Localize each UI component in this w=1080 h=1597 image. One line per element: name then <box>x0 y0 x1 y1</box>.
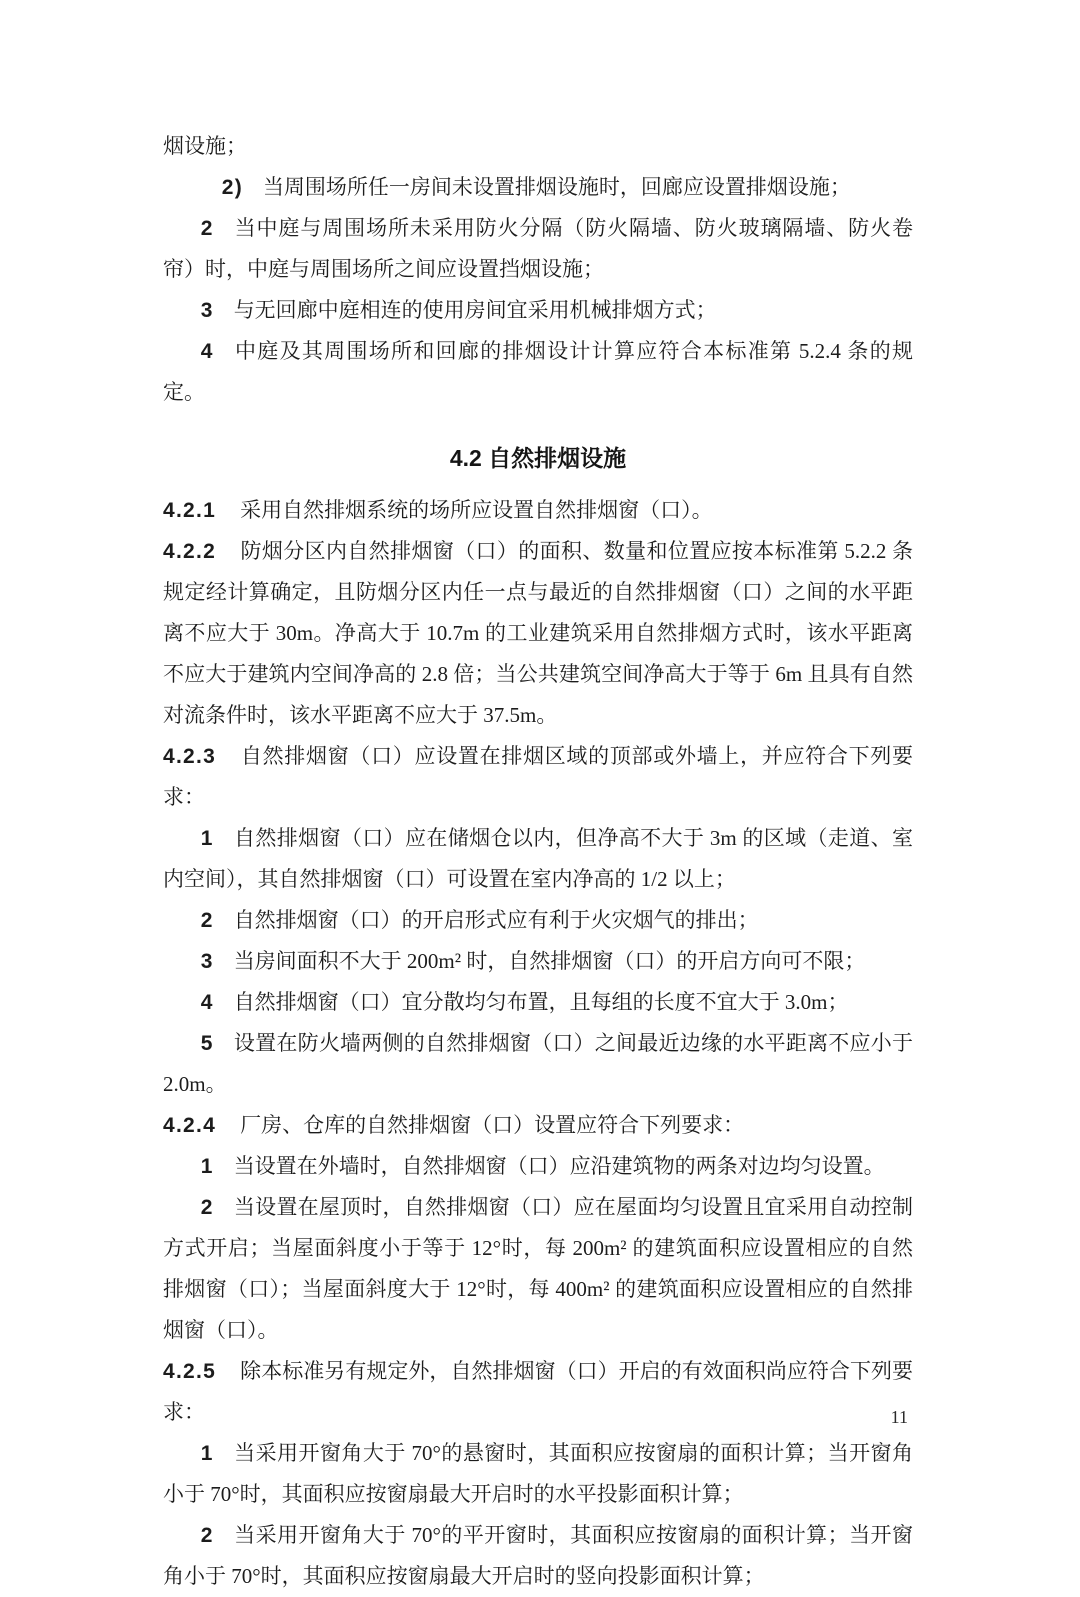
item-number: 2) <box>221 176 243 199</box>
clause <box>163 736 913 818</box>
item-text: 当周围场所任一房间未设置排烟设施时，回廊应设置排烟设施； <box>262 175 851 199</box>
clause <box>163 1351 913 1433</box>
item-number: 1 <box>200 827 214 850</box>
clause-number: 4.2.1 <box>163 499 217 522</box>
page-number: 11 <box>890 1407 908 1427</box>
paragraph-text: 烟设施； <box>163 134 247 158</box>
list-item <box>163 208 913 290</box>
item-number: 1 <box>200 1155 214 1178</box>
item-number: 2 <box>200 909 214 932</box>
item-number: 2 <box>200 1196 214 1219</box>
clause-number: 4.2.4 <box>163 1114 217 1137</box>
clause-text: 防烟分区内自然排烟窗（口）的面积、数量和位置应按本标准第 5.2.2 条规定经计算确定，且防烟分区内任一点与最近的自然排烟窗（口）之间的水平距离不应大于 30m。净高大于 10.7m 的工业建筑采用自然排烟方式时，该水平距离不应大于建筑内空间净高的 2.8 倍；当公共建筑空间净高大于等于 6m 且具有自然对流条件时，该水平距离不应大于 37.5m。 <box>163 539 913 727</box>
list-item <box>163 1433 913 1515</box>
item-text: 当房间面积不大于 200m² 时，自然排烟窗（口）的开启方向可不限； <box>233 949 866 973</box>
item-text: 自然排烟窗（口）应在储烟仓以内，但净高不大于 3m 的区域（走道、室内空间），其自然排烟窗（口）可设置在室内净高的 1/2 以上； <box>163 826 913 891</box>
item-number: 5 <box>200 1032 214 1055</box>
list-item <box>163 941 913 982</box>
item-number: 4 <box>200 340 214 363</box>
clause-text: 自然排烟窗（口）应设置在排烟区域的顶部或外墙上，并应符合下列要求： <box>163 744 913 809</box>
item-number: 3 <box>200 950 214 973</box>
item-text: 当设置在屋顶时，自然排烟窗（口）应在屋面均匀设置且宜采用自动控制方式开启；当屋面斜度小于等于 12°时，每 200m² 的建筑面积应设置相应的自然排烟窗（口）；当屋面斜度大于 12°时，每 400m² 的建筑面积应设置相应的自然排烟窗（口）。 <box>163 1195 913 1342</box>
clause-text: 厂房、仓库的自然排烟窗（口）设置应符合下列要求： <box>240 1113 745 1137</box>
list-item <box>163 331 913 413</box>
clause-number: 4.2.3 <box>163 745 217 768</box>
item-text: 当采用开窗角大于 70°的悬窗时，其面积应按窗扇的面积计算；当开窗角小于 70°时，其面积应按窗扇最大开启时的水平投影面积计算； <box>163 1441 913 1506</box>
list-item <box>163 900 913 941</box>
item-text: 当中庭与周围场所未采用防火分隔（防火隔墙、防火玻璃隔墙、防火卷帘）时，中庭与周围场所之间应设置挡烟设施； <box>163 216 913 281</box>
clause-number: 4.2.2 <box>163 540 217 563</box>
item-number: 2 <box>200 217 214 240</box>
clause <box>163 1105 913 1146</box>
item-number: 4 <box>200 991 214 1014</box>
list-item <box>163 1515 913 1597</box>
item-text: 当设置在外墙时，自然排烟窗（口）应沿建筑物的两条对边均匀设置。 <box>233 1154 885 1178</box>
list-item <box>163 1187 913 1351</box>
list-item <box>163 290 913 331</box>
list-item <box>163 167 913 208</box>
list-item <box>163 1023 913 1105</box>
item-text: 与无回廊中庭相连的使用房间宜采用机械排烟方式； <box>233 298 717 322</box>
item-text: 自然排烟窗（口）的开启形式应有利于火灾烟气的排出； <box>233 908 759 932</box>
item-text: 当采用开窗角大于 70°的平开窗时，其面积应按窗扇的面积计算；当开窗角小于 70°时，其面积应按窗扇最大开启时的竖向投影面积计算； <box>163 1523 913 1588</box>
clause-text: 采用自然排烟系统的场所应设置自然排烟窗（口）。 <box>240 498 713 522</box>
list-item <box>163 1146 913 1187</box>
item-number: 3 <box>200 299 214 322</box>
paragraph-continuation <box>163 126 913 167</box>
clause-text: 除本标准另有规定外，自然排烟窗（口）开启的有效面积尚应符合下列要求： <box>163 1359 913 1424</box>
clause <box>163 490 913 531</box>
list-item <box>163 818 913 900</box>
item-number: 1 <box>200 1442 214 1465</box>
clause <box>163 531 913 736</box>
clause-number: 4.2.5 <box>163 1360 217 1383</box>
item-number: 2 <box>200 1524 214 1547</box>
section-heading: 4.2 自然排烟设施 <box>449 445 627 471</box>
item-text: 设置在防火墙两侧的自然排烟窗（口）之间最近边缘的水平距离不应小于 2.0m。 <box>163 1031 913 1096</box>
list-item <box>163 982 913 1023</box>
item-text: 中庭及其周围场所和回廊的排烟设计计算应符合本标准第 5.2.4 条的规定。 <box>163 339 913 404</box>
item-text: 自然排烟窗（口）宜分散均匀布置，且每组的长度不宜大于 3.0m； <box>233 990 849 1014</box>
